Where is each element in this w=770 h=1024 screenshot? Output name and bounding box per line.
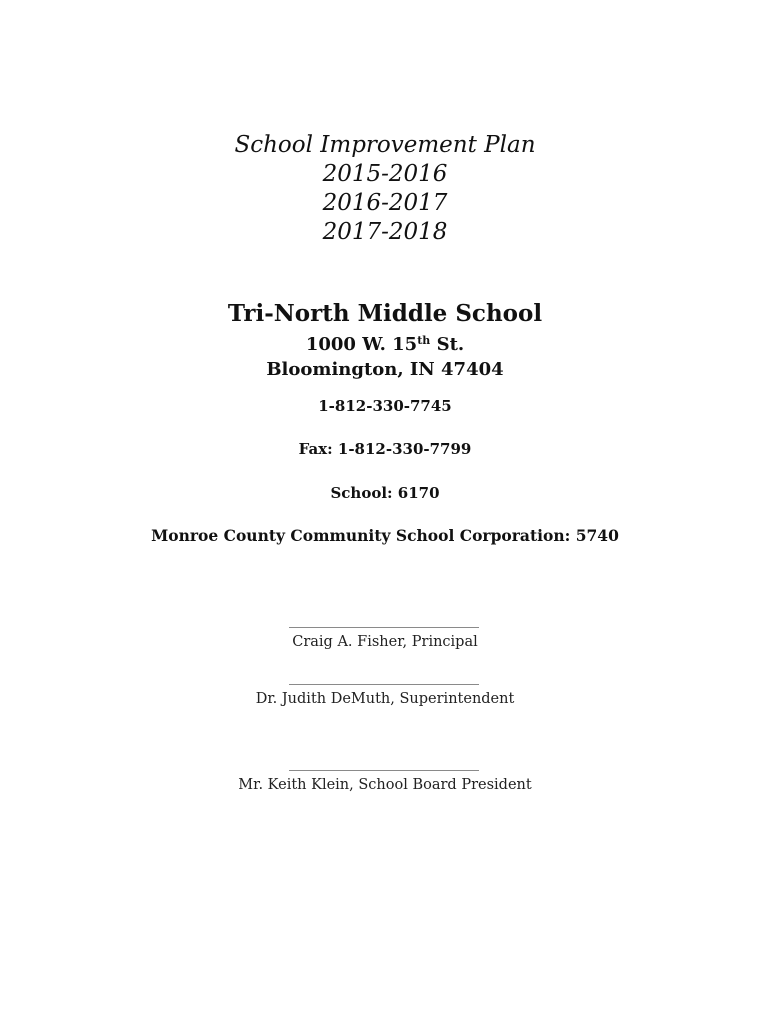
street-address: [0, 333, 770, 357]
phone-number: 1-812-330-7745: [318, 397, 452, 415]
fax-number: Fax: 1-812-330-7799: [298, 440, 472, 458]
street-address-main: 1000 W. 15: [305, 334, 418, 355]
signature-line: [289, 627, 479, 628]
signature-line: [289, 684, 479, 685]
signature-line: [289, 770, 479, 771]
plan-year: 2017-2018: [322, 219, 448, 245]
corporation-line: Monroe County Community School Corporation: 5740: [151, 526, 619, 545]
school-name: Tri-North Middle School: [227, 300, 543, 327]
plan-year: 2016-2017: [322, 190, 448, 216]
signatory-principal: Craig A. Fisher, Principal: [292, 634, 478, 650]
street-address-end: St.: [430, 334, 465, 355]
plan-title: School Improvement Plan: [234, 132, 536, 158]
school-number: School: 6170: [330, 484, 440, 502]
plan-year: 2015-2016: [322, 161, 448, 187]
city-state-zip: Bloomington, IN 47404: [266, 359, 504, 380]
signatory-superintendent: Dr. Judith DeMuth, Superintendent: [255, 691, 515, 707]
street-ordinal-suffix: th: [417, 334, 431, 347]
signatory-board-president: Mr. Keith Klein, School Board President: [238, 777, 532, 793]
